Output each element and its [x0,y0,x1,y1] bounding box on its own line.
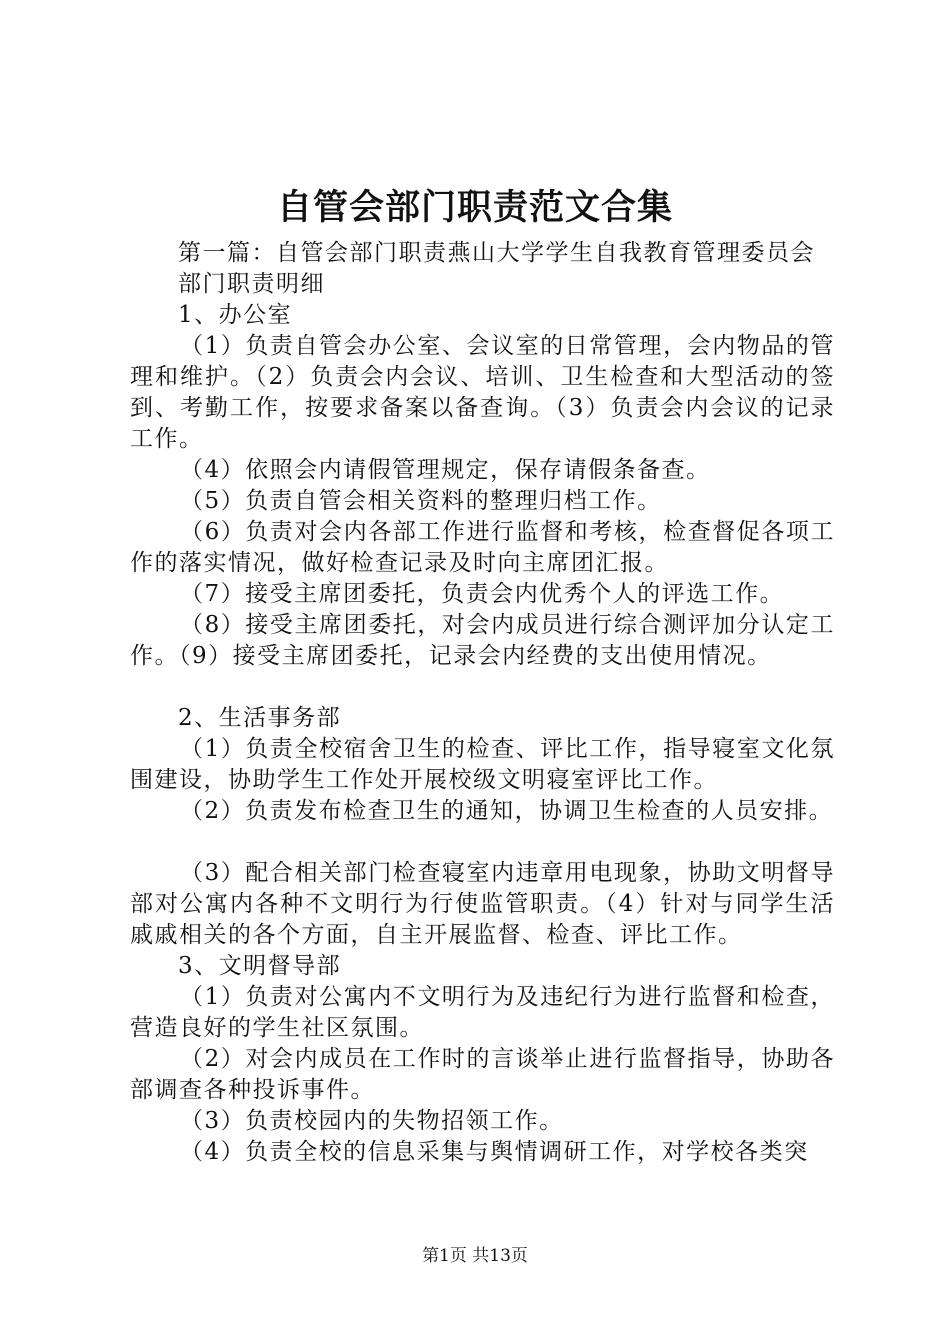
paragraph: （3）负责校园内的失物招领工作。 [180,1108,564,1134]
paragraph-chapter-heading: 第一篇：自管会部门职责燕山大学学生自我教育管理委员会 [178,240,815,266]
document-title: 自管会部门职责范文合集 [276,187,673,228]
paragraph: （1）负责自管会办公室、会议室的日常管理，会内物品的管理和维护。（2）负责会内会议、培训、卫生检查和大型活动的签到、考勤工作，按要求备案以备查询。（3）负责会内会议的记录工作。 [130,333,835,452]
section-heading-life-affairs: 2、生活事务部 [178,705,342,731]
paragraph: （1）负责对公寓内不文明行为及违纪行为进行监督和检查，营造良好的学生社区氛围。 [130,984,835,1041]
document-body [130,238,835,1168]
paragraph: （4）负责全校的信息采集与舆情调研工作，对学校各类突 [180,1139,809,1165]
page-footer: 第1页 共13页 [422,1246,528,1266]
paragraph: （6）负责对会内各部工作进行监督和考核，检查督促各项工作的落实情况，做好检查记录及时向主席团汇报。 [130,519,835,576]
paragraph: （3）配合相关部门检查寝室内违章用电现象，协助文明督导部对公寓内各种不文明行为行使监管职责。（4）针对与同学生活戚戚相关的各个方面，自主开展监督、检查、评比工作。 [130,860,835,948]
paragraph: （8）接受主席团委托，对会内成员进行综合测评加分认定工作。（9）接受主席团委托，记录会内经费的支出使用情况。 [130,612,835,669]
paragraph-subheading: 部门职责明细 [178,271,325,297]
paragraph: （4）依照会内请假管理规定，保存请假条备查。 [180,457,711,483]
paragraph: （5）负责自管会相关资料的整理归档工作。 [180,488,662,514]
section-heading-office: 1、办公室 [178,302,293,328]
section-heading-civility: 3、文明督导部 [178,953,342,979]
paragraph: （2）负责发布检查卫生的通知，协调卫生检查的人员安排。 [180,798,834,824]
paragraph: （1）负责全校宿舍卫生的检查、评比工作，指导寝室文化氛围建设，协助学生工作处开展校级文明寝室评比工作。 [130,736,835,793]
paragraph: （2）对会内成员在工作时的言谈举止进行监督指导，协助各部调查各种投诉事件。 [130,1046,835,1103]
paragraph: （7）接受主席团委托，负责会内优秀个人的评选工作。 [180,581,785,607]
